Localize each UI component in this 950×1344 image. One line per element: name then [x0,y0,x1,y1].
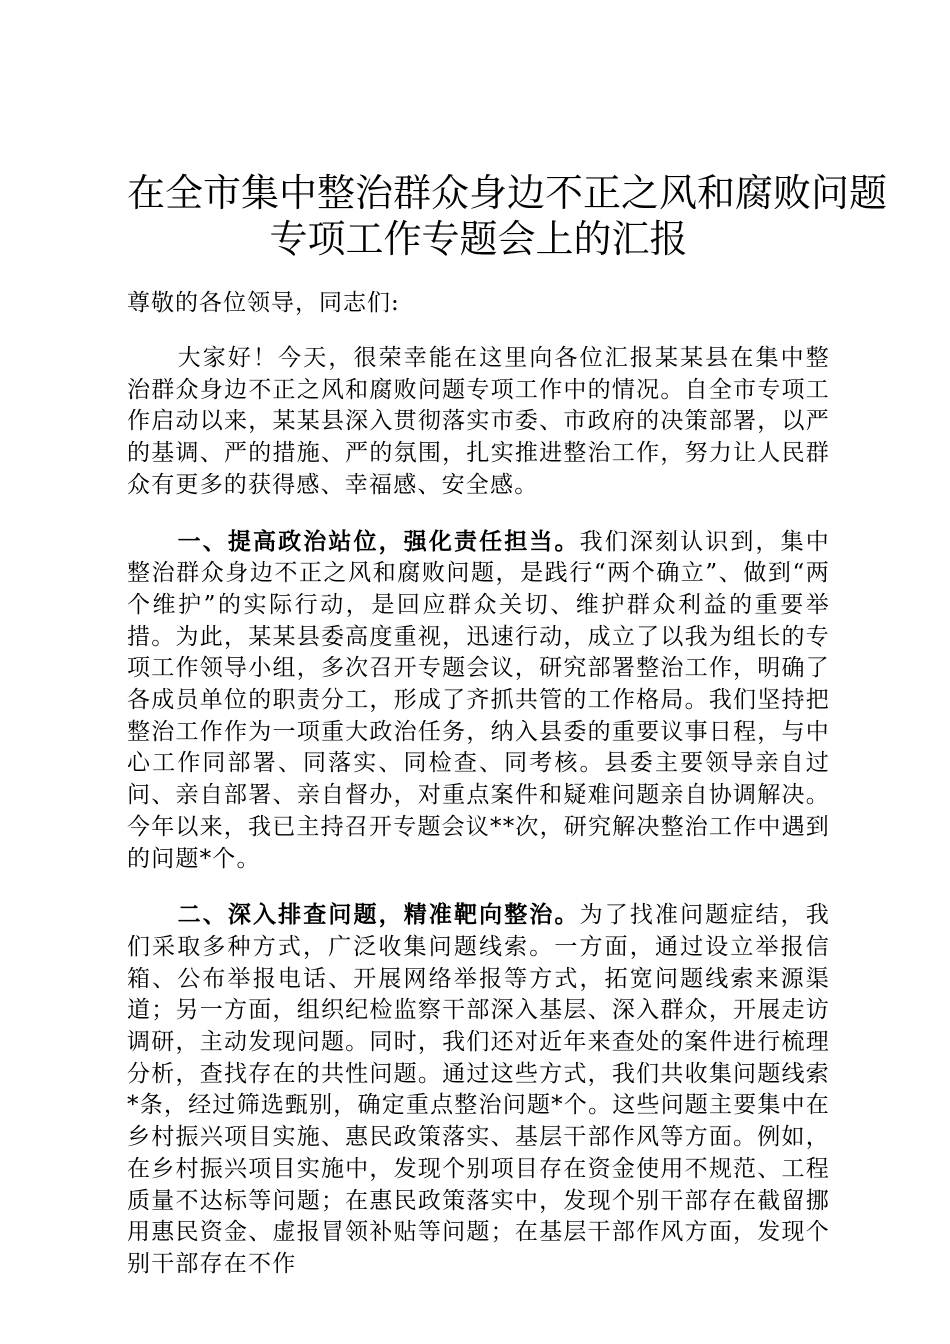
title-line-1: 在全市集中整治群众身边不正之风和腐败问题 [127,171,888,215]
salutation: 尊敬的各位领导，同志们: [127,290,400,316]
title-line-2: 专项工作专题会上的汇报 [269,217,688,261]
section-1-body: 我们深刻认识到，集中整治群众身边不正之风和腐败问题，是践行“两个确立”、做到“两个维护”的实际行动，是回应群众关切、维护群众利益的重要举措。为此，某某县委高度重视，迅速行动，成立了以我为组长的专项工作领导小组，多次召开专题会议，研究部署整治工作，明确了各成员单位的职责分工，形成了齐抓共管的工作格局。我们坚持把整治工作作为一项重大政治任务，纳入县委的重要议事日程，与中心工作同部署、同落实、同检查、同考核。县委主要领导亲自过问、亲自部署、亲自督办，对重点案件和疑难问题亲自协调解决。今年以来，我已主持召开专题会议**次，研究解决整治工作中遇到的问题*个。 [127,528,831,872]
document-title [127,170,888,262]
section-1-heading: 一、提高政治站位，强化责任担当。 [177,527,580,555]
intro-paragraph: 大家好！今天，很荣幸能在这里向各位汇报某某县在集中整治群众身边不正之风和腐败问题专项工作中的情况。自全市专项工作启动以来，某某县深入贯彻落实市委、市政府的决策部署，以严的基调、严的措施、严的氛围，扎实推进整治工作，努力让人民群众有更多的获得感、幸福感、安全感。 [127,345,830,498]
section-2-heading: 二、深入排查问题，精准靶向整治。 [177,901,580,929]
section-2-body: 为了找准问题症结，我们采取多种方式，广泛收集问题线索。一方面，通过设立举报信箱、公布举报电话、开展网络举报等方式，拓宽问题线索来源渠道；另一方面，组织纪检监察干部深入基层、深入群众，开展走访调研，主动发现问题。同时，我们还对近年来查处的案件进行梳理分析，查找存在的共性问题。通过这些方式，我们共收集问题线索*条，经过筛选甄别，确定重点整治问题*个。这些问题主要集中在乡村振兴项目实施、惠民政策落实、基层干部作风等方面。例如，在乡村振兴项目实施中，发现个别项目存在资金使用不规范、工程质量不达标等问题；在惠民政策落实中，发现个别干部存在截留挪用惠民资金、虚报冒领补贴等问题；在基层干部作风方面，发现个别干部存在不作 [127,902,831,1277]
section-1-paragraph [127,526,830,876]
document-page [127,170,888,1281]
section-2-paragraph [127,899,830,1280]
